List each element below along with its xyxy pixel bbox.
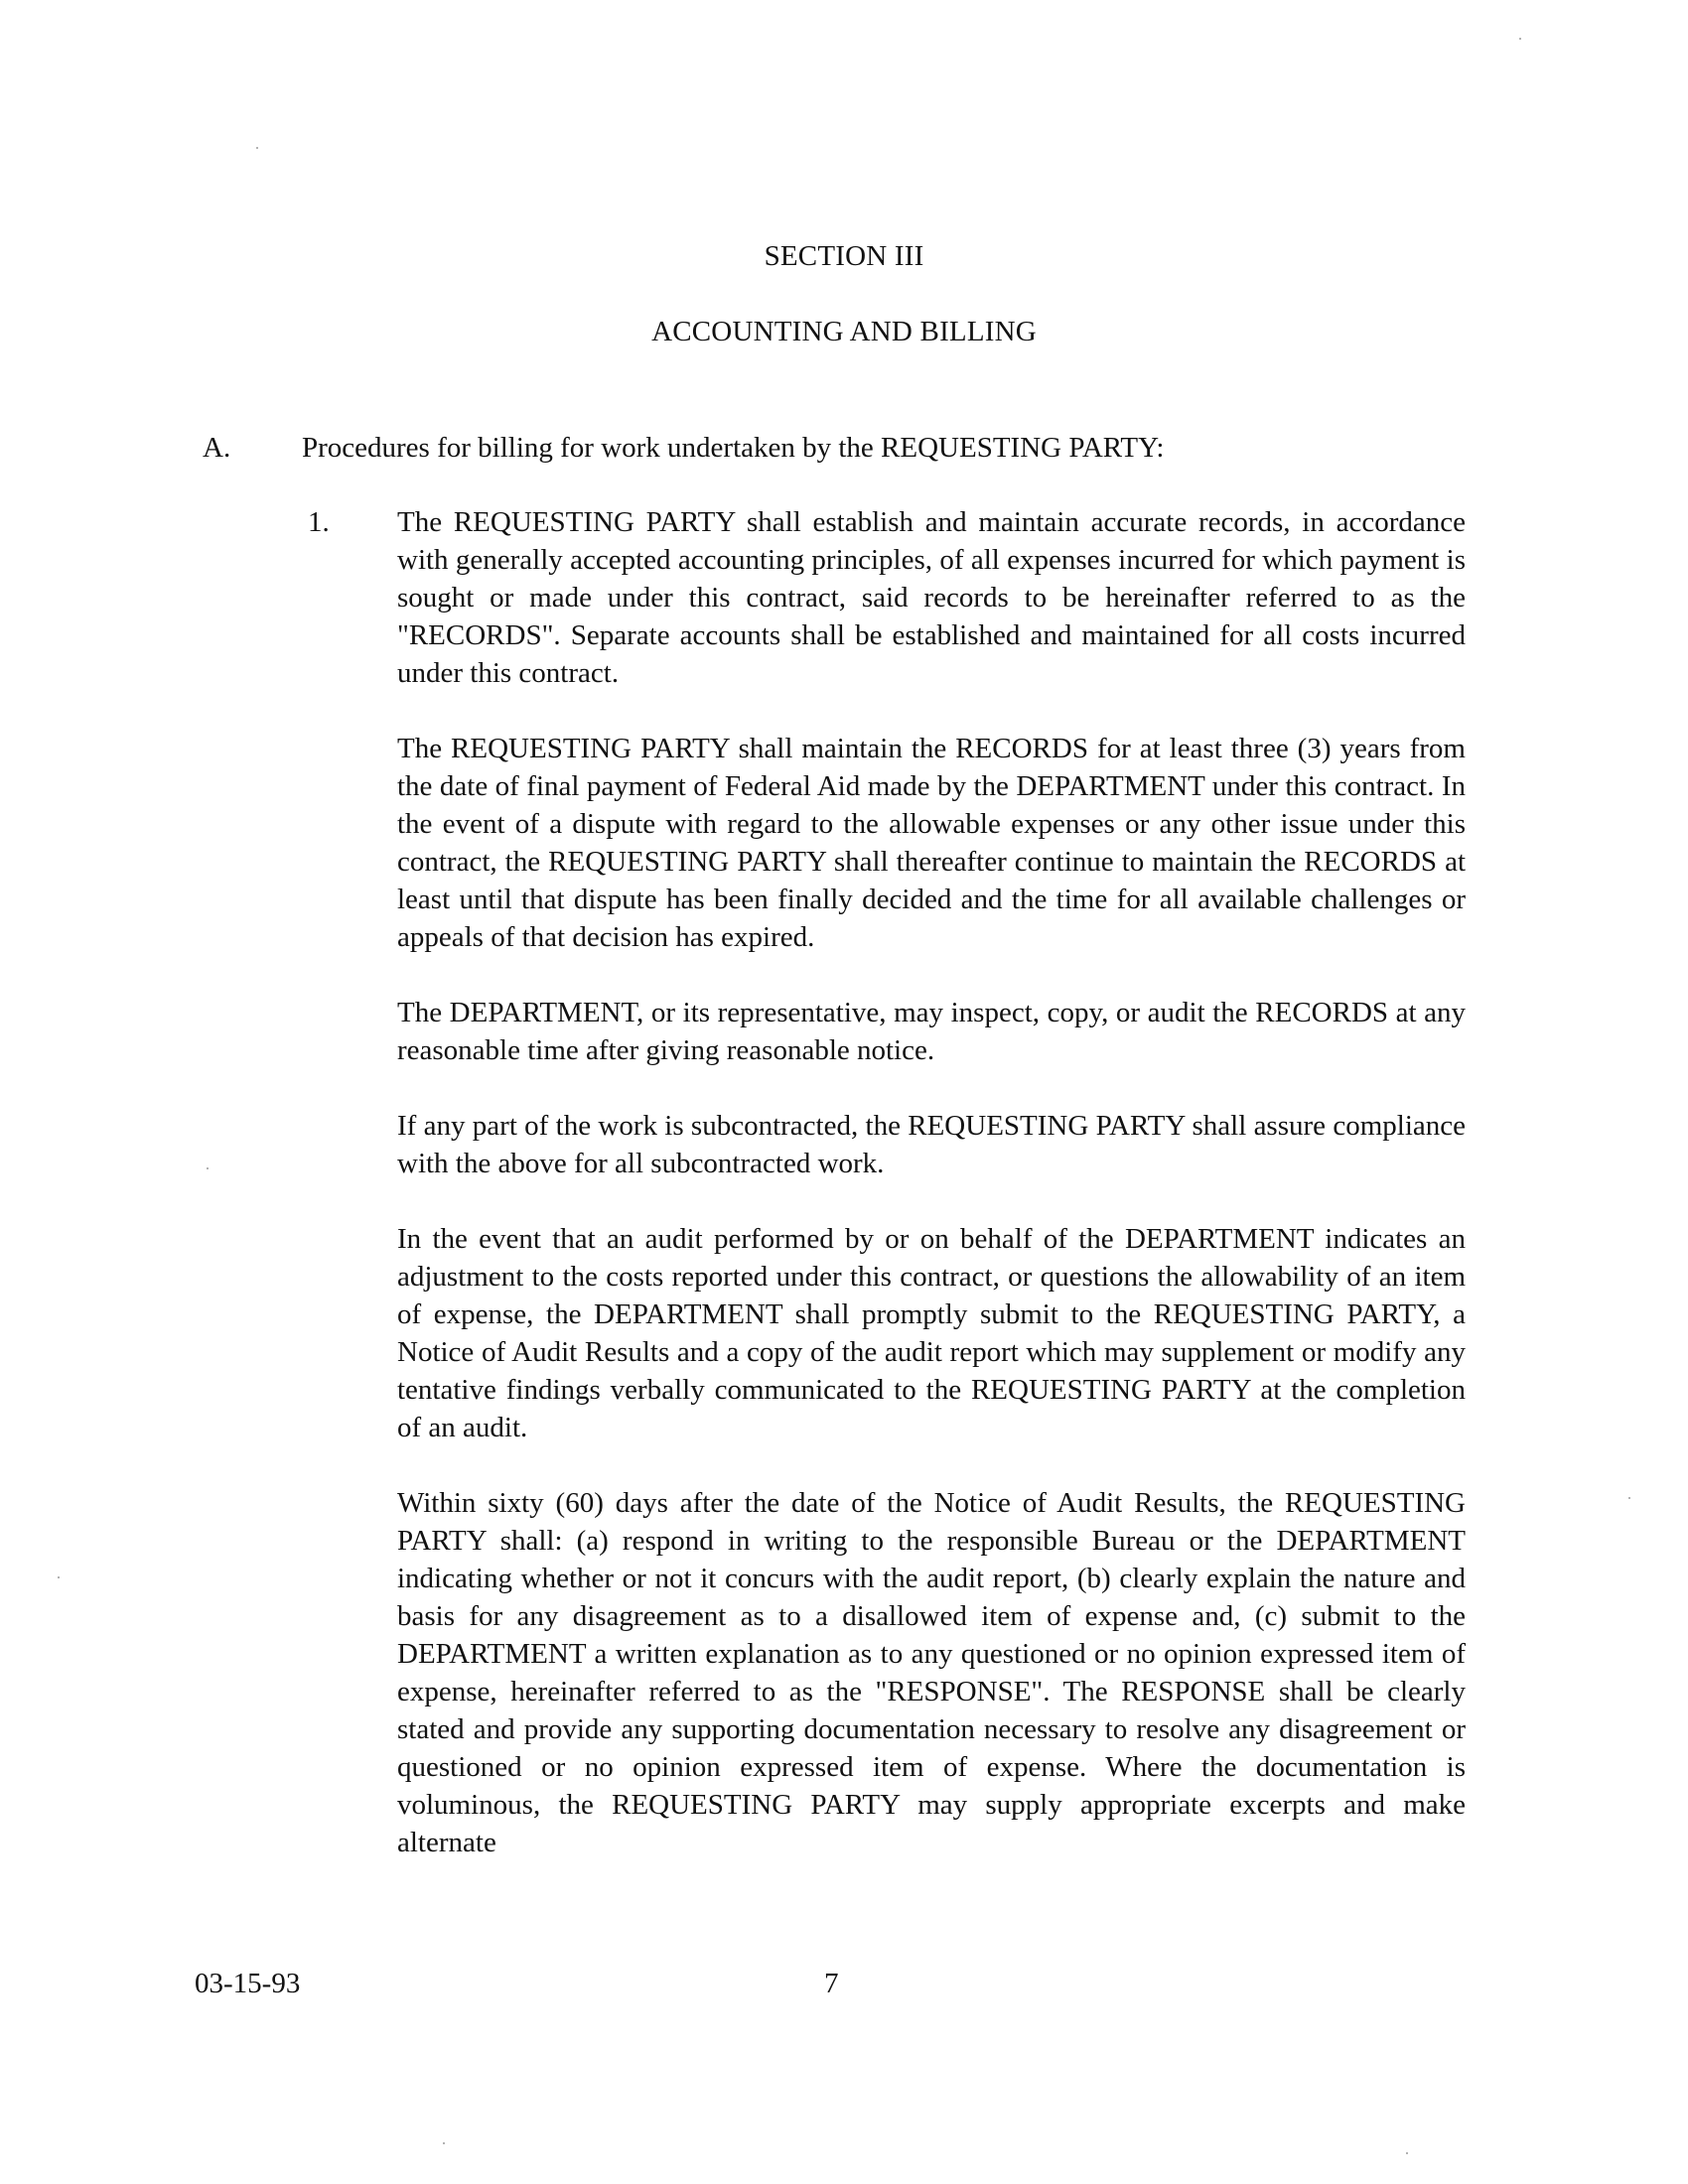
- clause-a-label: A.: [203, 432, 231, 464]
- scan-speck: [443, 2142, 445, 2144]
- paragraph-inspection: The DEPARTMENT, or its representative, may inspect, copy, or audit the RECORDS at any reasonable time after giving reasonable notice.: [397, 997, 1466, 1066]
- scan-speck: [1628, 1497, 1630, 1499]
- scan-speck: [58, 1576, 60, 1578]
- paragraph-retention: The REQUESTING PARTY shall maintain the RECORDS for at least three (3) years from the date of final payment of Federal Aid made by the DEPARTMENT under this contract. In the event of a dispute with regard to the allowable expenses or any other issue under this contract, the REQUESTING PARTY shall thereafter continue to maintain the RECORDS at least until that dispute has been finally decided and the time for all available challenges or appeals of that decision has expired.: [397, 733, 1466, 953]
- scan-speck: [1519, 38, 1521, 40]
- footer-date: 03-15-93: [195, 1968, 301, 1999]
- section-title: SECTION III: [764, 240, 924, 272]
- paragraph-subcontract: If any part of the work is subcontracted, the REQUESTING PARTY shall assure compliance with the above for all subcontracted work.: [397, 1110, 1466, 1179]
- clause-a-text: Procedures for billing for work undertaken by the REQUESTING PARTY:: [302, 432, 1165, 464]
- paragraph-records: The REQUESTING PARTY shall establish and maintain accurate records, in accordance with generally accepted accounting principles, of all expenses incurred for which payment is sought or made under this contract, said records to be hereinafter referred to as the "RECORDS". Separate accounts shall be established and maintained for all costs incurred under this contract.: [397, 506, 1466, 689]
- item-1-label: 1.: [308, 506, 330, 538]
- scan-speck: [207, 1167, 209, 1169]
- paragraph-audit-notice: In the event that an audit performed by or on behalf of the DEPARTMENT indicates an adjustment to the costs reported under this contract, or questions the allowability of an item of expense, the DEPARTMENT shall promptly submit to the REQUESTING PARTY, a Notice of Audit Results and a copy of the audit report which may supplement or modify any tentative findings verbally communicated to the REQUESTING PARTY at the completion of an audit.: [397, 1223, 1466, 1443]
- scan-speck: [1406, 2152, 1408, 2154]
- scan-speck: [256, 147, 258, 149]
- footer-page-number: 7: [824, 1968, 839, 1999]
- item-1-body: [397, 503, 1466, 1899]
- paragraph-response: Within sixty (60) days after the date of the Notice of Audit Results, the REQUESTING PARTY shall: (a) respond in writing to the responsible Bureau or the DEPARTMENT indicating whether or not it concurs with the audit report, (b) clearly explain the nature and basis for any disagreement as to a disallowed item of expense and, (c) submit to the DEPARTMENT a written explanation as to any questioned or no opinion expressed item of expense, hereinafter referred to as the "RESPONSE". The RESPONSE shall be clearly stated and provide any supporting documentation necessary to resolve any disagreement or questioned or no opinion expressed item of expense. Where the documentation is voluminous, the REQUESTING PARTY may supply appropriate excerpts and make alternate: [397, 1487, 1466, 1858]
- section-subtitle: ACCOUNTING AND BILLING: [651, 316, 1037, 347]
